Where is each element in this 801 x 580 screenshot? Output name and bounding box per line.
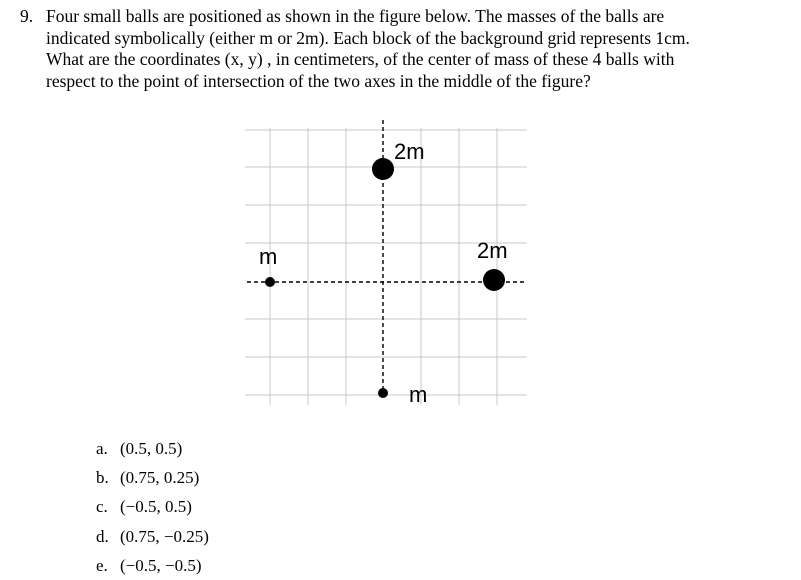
choice-text: (−0.5, 0.5) bbox=[120, 497, 192, 517]
choice-c[interactable] bbox=[96, 492, 209, 521]
choice-letter: c. bbox=[96, 497, 108, 517]
ball-right-2m bbox=[483, 269, 505, 291]
choice-text: (0.5, 0.5) bbox=[120, 439, 183, 458]
choice-b[interactable] bbox=[96, 463, 209, 492]
choice-letter: e. bbox=[96, 555, 108, 575]
choice-text: (0.75, 0.25) bbox=[120, 468, 200, 488]
label-right-mass: 2m bbox=[477, 238, 508, 263]
label-bottom-mass: m bbox=[409, 382, 428, 407]
question-number: 9. bbox=[20, 6, 34, 26]
label-top-mass: 2m bbox=[394, 139, 425, 164]
question-line-3: What are the coordinates (x, y) , in centimeters, of the center of mass of these 4 balls with bbox=[46, 49, 675, 69]
choice-letter: a. bbox=[96, 439, 108, 458]
balls bbox=[265, 158, 505, 398]
choice-letter: b. bbox=[96, 468, 109, 488]
choice-d[interactable] bbox=[96, 522, 209, 551]
ball-left-m bbox=[265, 277, 275, 287]
question-line-2: indicated symbolically (either m or 2m). Each block of the background grid represents 1cm. bbox=[46, 27, 690, 48]
choice-letter: d. bbox=[96, 526, 109, 546]
ball-bottom-m bbox=[378, 388, 388, 398]
label-left-mass: m bbox=[259, 244, 278, 269]
question-line-1: 9. Four small balls are positioned as shown in the figure below. The masses of the balls are bbox=[20, 6, 665, 26]
choice-a[interactable] bbox=[96, 434, 209, 463]
answer-choices bbox=[96, 434, 209, 580]
choice-e[interactable] bbox=[96, 551, 209, 580]
choice-text: (−0.5, −0.5) bbox=[120, 555, 202, 575]
question-line-4: respect to the point of intersection of the two axes in the middle of the figure? bbox=[46, 70, 591, 91]
ball-top-2m bbox=[372, 158, 394, 180]
choice-text: (0.75, −0.25) bbox=[120, 526, 209, 546]
